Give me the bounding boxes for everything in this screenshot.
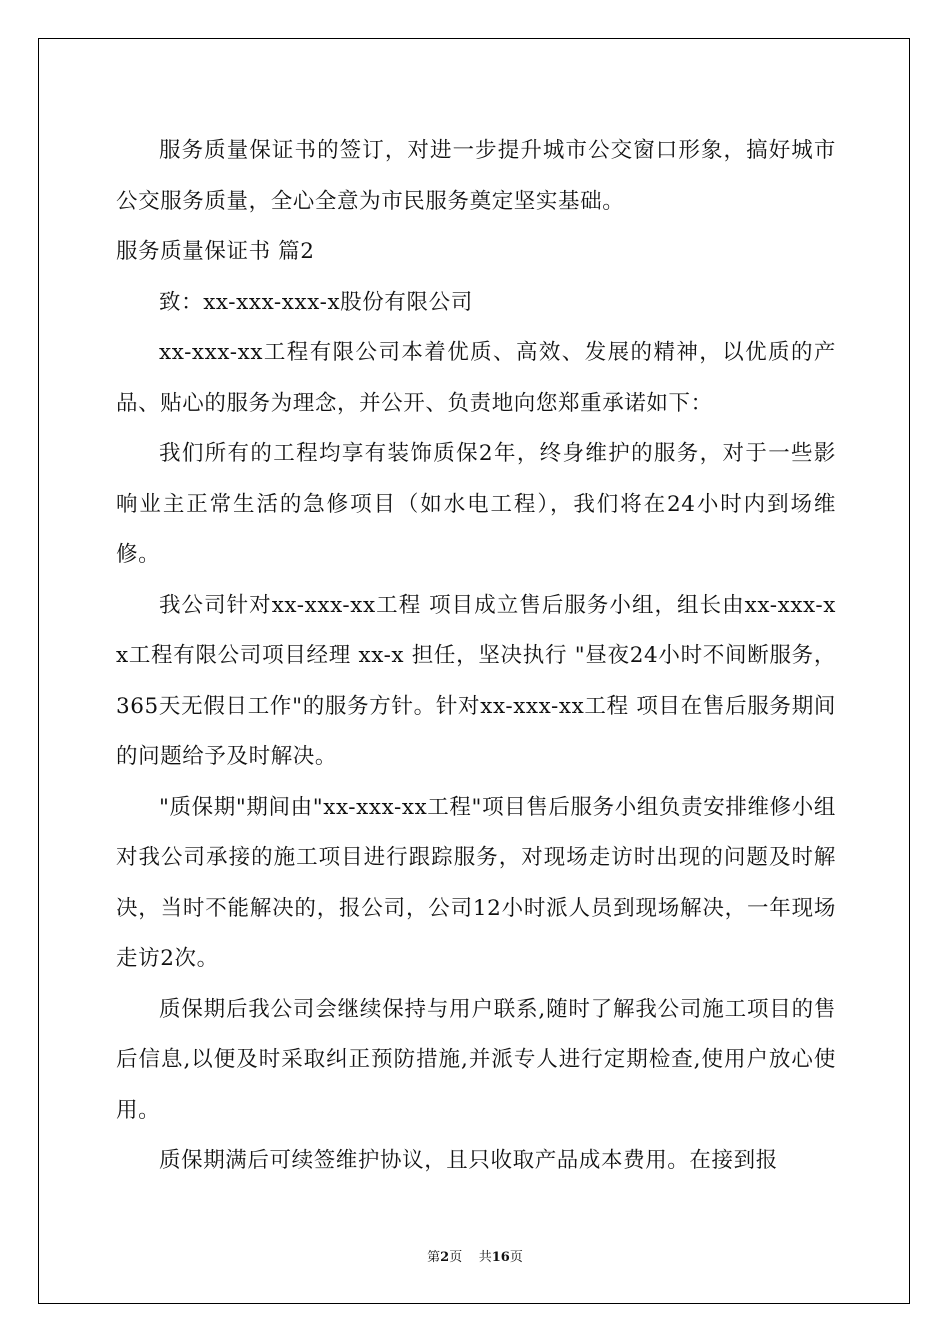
section-heading: 服务质量保证书 篇2 (116, 239, 315, 264)
paragraph-1: 服务质量保证书的签订，对进一步提升城市公交窗口形象，搞好城市公交服务质量，全心全意为市民服务奠定坚实基础。 (116, 138, 836, 214)
paragraph-5: "质保期"期间由"xx-xxx-xx工程"项目售后服务小组负责安排维修小组对我公司承接的施工项目进行跟踪服务，对现场走访时出现的问题及时解决，当时不能解决的，报公司，公司12小时派人员到现场解决，一年现场走访2次。 (116, 794, 836, 971)
footer-total-pages: 16 (491, 1250, 510, 1265)
paragraph-7: 质保期满后可续签维护协议，且只收取产品成本费用。在接到报 (159, 1148, 778, 1173)
paragraph-3: 我们所有的工程均享有装饰质保2年，终身维护的服务，对于一些影响业主正常生活的急修项目（如水电工程），我们将在24小时内到场维修。 (116, 441, 836, 567)
paragraph-6: 质保期后我公司会继续保持与用户联系,随时了解我公司施工项目的售后信息,以便及时采取纠正预防措施,并派专人进行定期检查,使用户放心使用。 (116, 996, 836, 1123)
footer-total-prefix: 共 (478, 1250, 492, 1265)
footer-total-suffix: 页 (509, 1250, 523, 1265)
paragraph-2: xx-xxx-xx工程有限公司本着优质、高效、发展的精神，以优质的产品、贴心的服务为理念，并公开、负责地向您郑重承诺如下： (116, 340, 836, 416)
page-footer (0, 1246, 950, 1265)
document-body (116, 126, 836, 1187)
footer-page-number: 2 (440, 1250, 450, 1265)
footer-page-suffix: 页 (449, 1250, 463, 1265)
paragraph-addressee: 致：xx-xxx-xxx-x股份有限公司 (159, 289, 473, 315)
footer-page-prefix: 第 (427, 1250, 441, 1265)
paragraph-4: 我公司针对xx-xxx-xx工程 项目成立售后服务小组，组长由xx-xxx-xx工程有限公司项目经理 xx-x 担任，坚决执行 "昼夜24小时不间断服务，365天无假日工作"的服务方针。针对xx-xxx-xx工程 项目在售后服务期间的问题给予及时解决。 (116, 592, 836, 769)
